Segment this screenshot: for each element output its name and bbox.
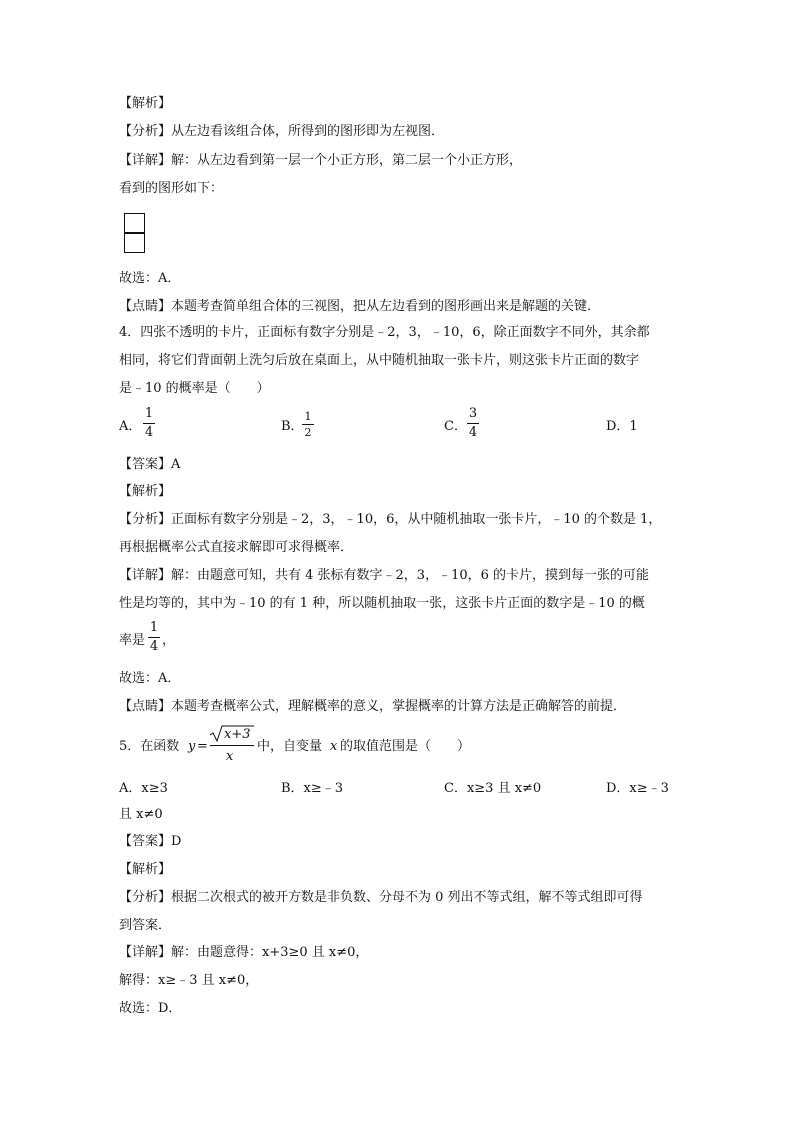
q4-detail-3-suffix: ，: [162, 633, 176, 648]
q4-option-a-fraction: 1 4: [144, 406, 154, 440]
q5-detail-2: 解得：x≥﹣3 且 x≠0，: [119, 973, 259, 988]
answer-choice: 故选：A．: [119, 271, 181, 286]
q4-analysis-1: 【分析】正面标有数字分别是﹣2，3，﹣10，6，从中随机抽取一张卡片，﹣10 的个数是 1，: [119, 512, 662, 527]
q5-choice: 故选：D．: [119, 1001, 182, 1016]
q5-option-b: B．x≥﹣3: [281, 781, 344, 796]
q5-answer: 【答案】D: [119, 834, 182, 849]
q5-radicand: x+3: [224, 727, 251, 742]
q4-stem-1: 4．四张不透明的卡片，正面标有数字分别是﹣2，3，﹣10，6，除正面数字不同外，其余都: [119, 325, 650, 340]
heading-analysis: 【解析】: [119, 96, 172, 111]
q4-option-a-label: A．: [119, 419, 142, 434]
q5-option-c: C．x≥3 且 x≠0: [444, 781, 542, 796]
q5-stem-mid: 中，自变量: [257, 739, 323, 754]
q4-option-c-fraction: 3 4: [468, 406, 478, 440]
q4-answer: 【答案】A: [119, 457, 181, 472]
q5-option-d-cont: 且 x≠0: [119, 807, 163, 822]
q5-option-d: D．x≥﹣3: [606, 781, 669, 796]
q4-stem-3: 是﹣10 的概率是（ ）: [119, 381, 270, 396]
q5-function-fraction: [208, 724, 256, 768]
q5-x-var: x: [330, 739, 338, 754]
q5-detail-1: 【详解】解：由题意得：x+3≥0 且 x≠0，: [119, 945, 369, 960]
q5-y-var: y: [188, 739, 196, 754]
q4-detail-3-prefix: 率是: [119, 633, 146, 648]
q5-denominator: x: [226, 749, 234, 764]
q4-analysis-2: 再根据概率公式直接求解即可求得概率．: [119, 540, 354, 555]
q4-detail-2: 性是均等的，其中为﹣10 的有 1 种，所以随机抽取一张，这张卡片正面的数字是﹣10 的概: [119, 596, 645, 611]
comment-text: 【点睛】本题考查简单组合体的三视图，把从左边看到的图形画出来是解题的关键．: [119, 299, 601, 314]
detail-text-2: 看到的图形如下：: [119, 181, 224, 196]
q4-stem-2: 相同，将它们背面朝上洗匀后放在桌面上，从中随机抽取一张卡片，则这张卡片正面的数字: [119, 353, 640, 368]
left-view-figure: [124, 213, 145, 253]
q5-equals: =: [197, 739, 208, 754]
q4-option-b-label: B．: [281, 419, 304, 434]
q4-option-b-fraction: 1 2: [302, 410, 314, 439]
q4-option-c-label: C．: [444, 419, 467, 434]
fraction-bar: [210, 745, 254, 746]
q5-stem-suffix: 的取值范围是（ ）: [340, 739, 471, 754]
q4-option-d: D．1: [606, 419, 638, 434]
q4-comment: 【点睛】本题考查概率公式，理解概率的意义，掌握概率的计算方法是正确解答的前提．: [119, 699, 627, 714]
q4-choice: 故选：A．: [119, 671, 181, 686]
detail-text: 【详解】解：从左边看到第一层一个小正方形，第二层一个小正方形，: [119, 153, 523, 168]
q5-stem-prefix: 5．在函数: [119, 739, 180, 754]
q5-option-a: A．x≥3: [119, 781, 168, 796]
q4-heading-analysis: 【解析】: [119, 484, 172, 499]
q5-analysis-1: 【分析】根据二次根式的被开方数是非负数、分母不为 0 列出不等式组，解不等式组即可得: [119, 890, 643, 905]
q5-analysis-2: 到答案．: [119, 918, 172, 933]
q5-heading-analysis: 【解析】: [119, 862, 172, 877]
q4-detail-fraction: 1 4: [149, 620, 159, 654]
q4-detail-1: 【详解】解：由题意可知，共有 4 张标有数字﹣2，3，﹣10，6 的卡片，摸到每一张的可能: [119, 568, 650, 583]
analysis-text: 【分析】从左边看该组合体，所得到的图形即为左视图．: [119, 124, 445, 139]
